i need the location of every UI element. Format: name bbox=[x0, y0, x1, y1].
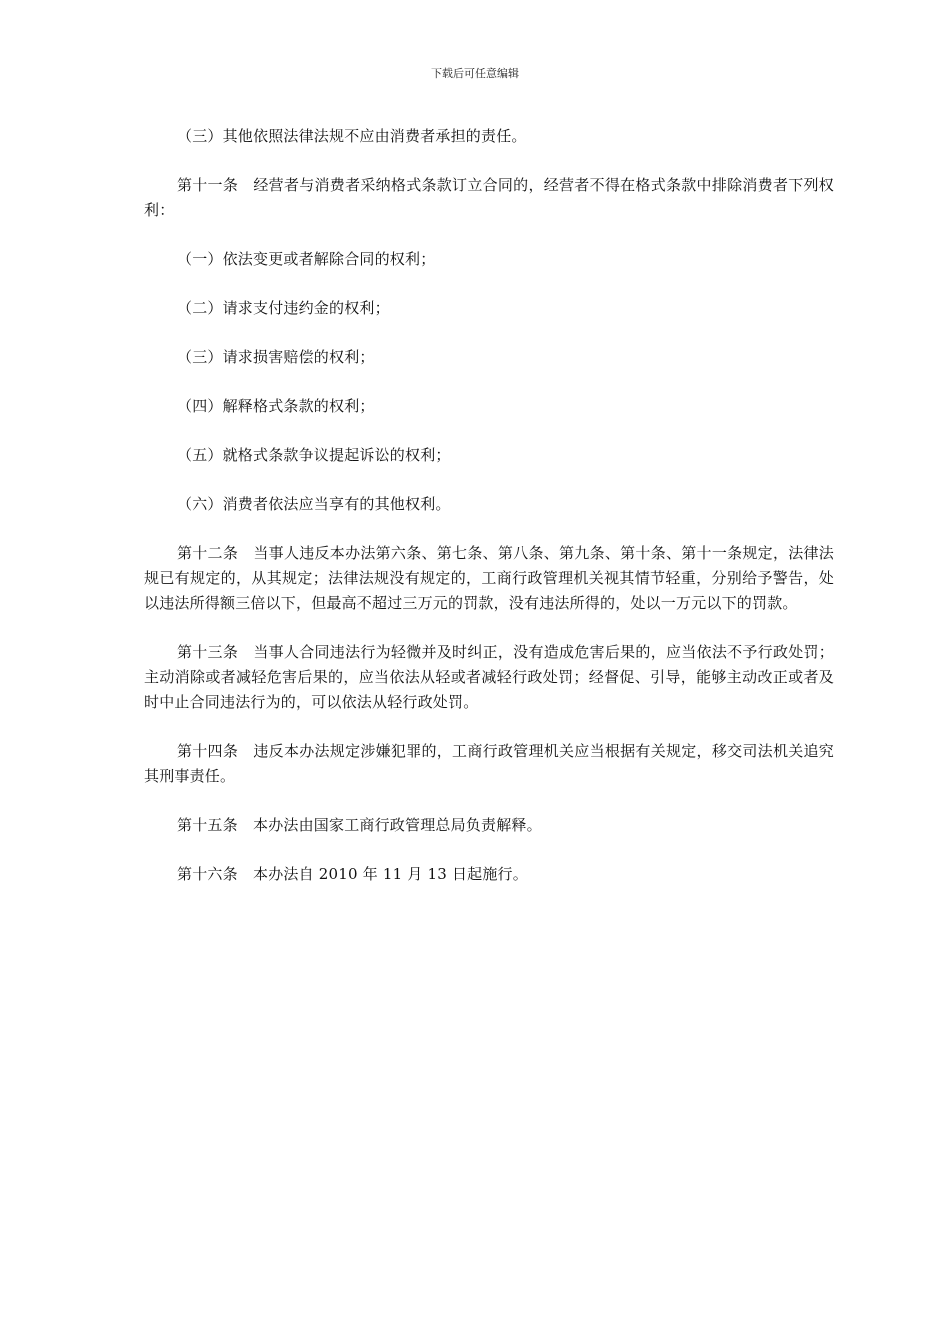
article-13: 第十三条 当事人合同违法行为轻微并及时纠正，没有造成危害后果的，应当依法不予行政处罚；主动消除或者减轻危害后果的，应当依法从轻或者减轻行政处罚；经督促、引导，能够主动改正或者及时中止合同违法行为的，可以依法从轻行政处罚。 bbox=[144, 643, 834, 711]
article-15: 第十五条 本办法由国家工商行政管理总局负责解释。 bbox=[177, 816, 542, 834]
article-11-item-2: （二）请求支付违约金的权利； bbox=[177, 299, 390, 317]
article-12: 第十二条 当事人违反本办法第六条、第七条、第八条、第九条、第十条、第十一条规定，法律法规已有规定的，从其规定；法律法规没有规定的，工商行政管理机关视其情节轻重，分别给予警告，处以违法所得额三倍以下，但最高不超过三万元的罚款，没有违法所得的，处以一万元以下的罚款。 bbox=[144, 544, 834, 612]
document-body bbox=[144, 124, 834, 911]
article-14: 第十四条 违反本办法规定涉嫌犯罪的，工商行政管理机关应当根据有关规定，移交司法机关追究其刑事责任。 bbox=[144, 742, 834, 785]
page-header: 下载后可任意编辑 bbox=[431, 67, 519, 80]
paragraph-item-3: （三）其他依照法律法规不应由消费者承担的责任。 bbox=[177, 127, 527, 145]
article-11-item-3: （三）请求损害赔偿的权利； bbox=[177, 348, 375, 366]
article-11: 第十一条 经营者与消费者采纳格式条款订立合同的，经营者不得在格式条款中排除消费者下列权利： bbox=[144, 176, 834, 219]
article-11-item-4: （四）解释格式条款的权利； bbox=[177, 397, 375, 415]
article-11-item-6: （六）消费者依法应当享有的其他权利。 bbox=[177, 495, 451, 513]
article-16: 第十六条 本办法自 2010 年 11 月 13 日起施行。 bbox=[177, 865, 528, 883]
article-11-item-1: （一）依法变更或者解除合同的权利； bbox=[177, 250, 436, 268]
article-11-item-5: （五）就格式条款争议提起诉讼的权利； bbox=[177, 446, 451, 464]
